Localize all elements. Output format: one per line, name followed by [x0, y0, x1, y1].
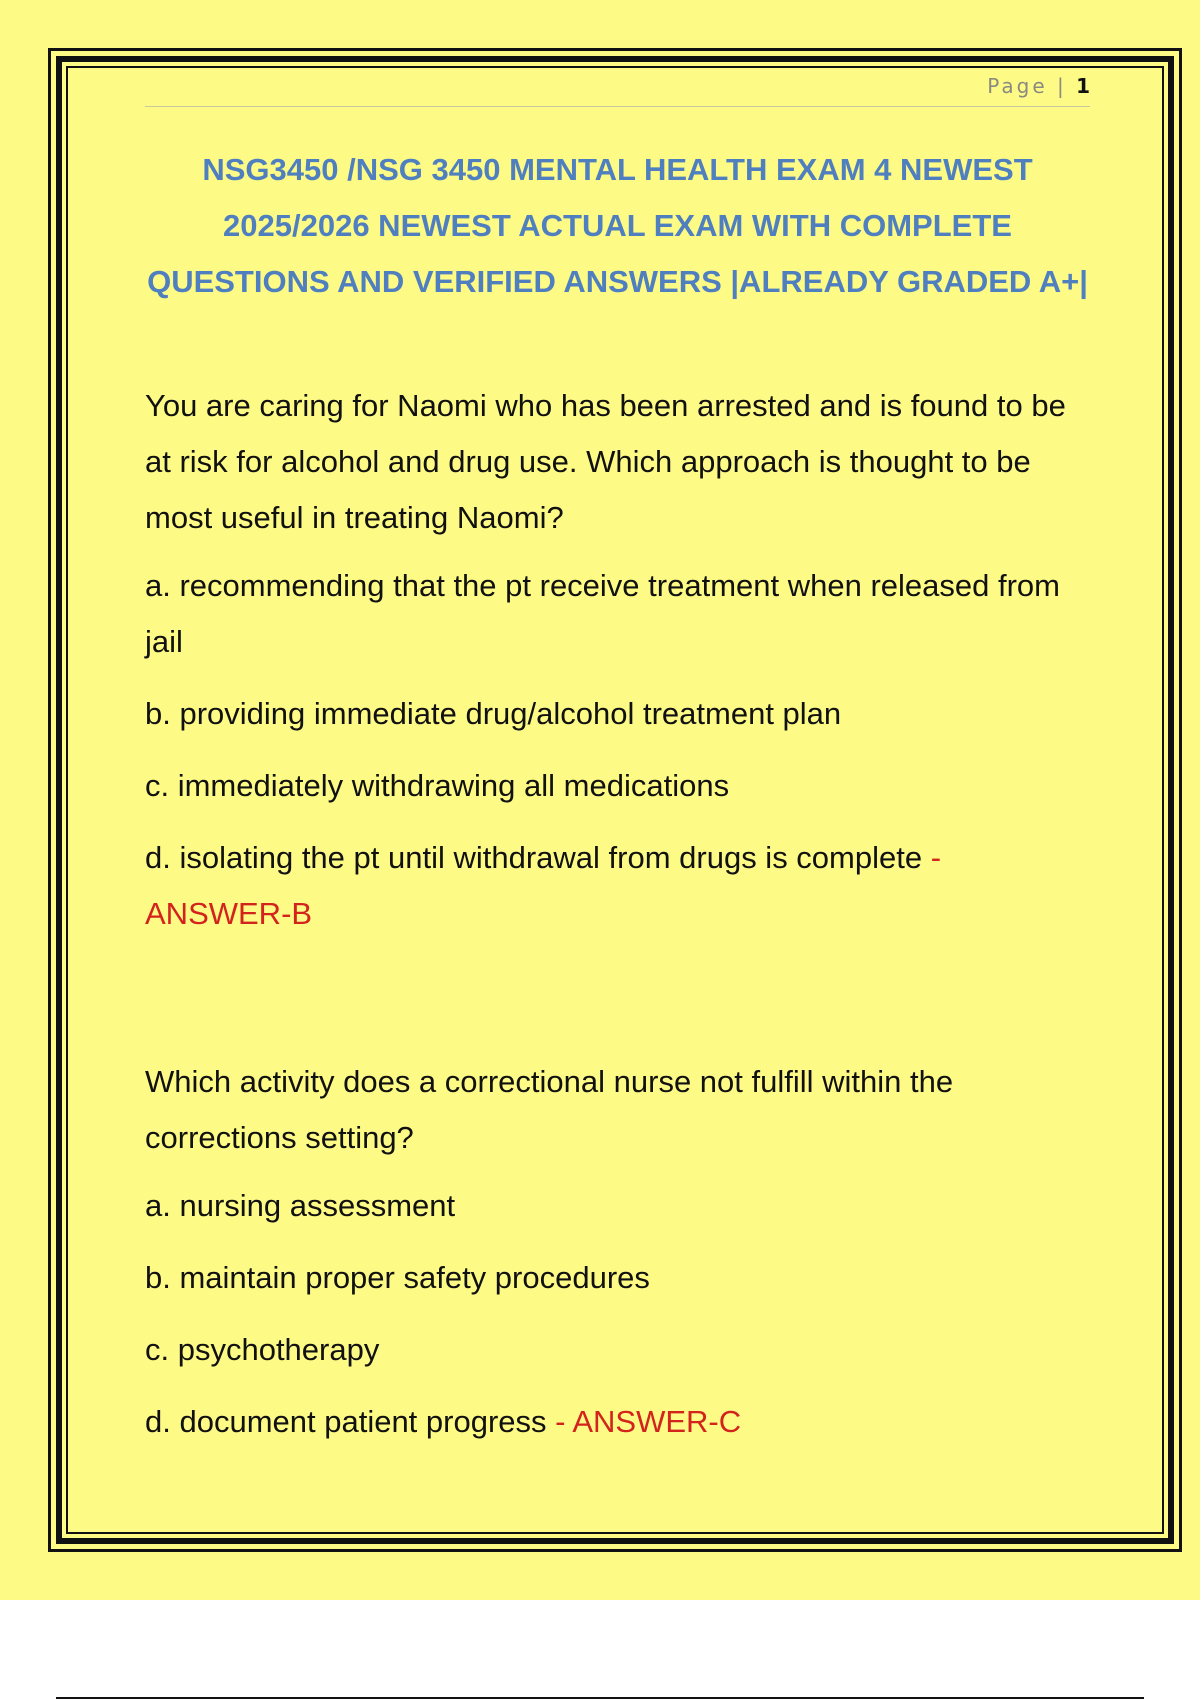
question-block — [145, 1054, 1085, 1450]
answer-key: - ANSWER-C — [546, 1404, 742, 1439]
answer-option: a. recommending that the pt receive treatment when released from jail — [145, 568, 1060, 659]
document-body — [145, 378, 1085, 1450]
answer-option: a. nursing assessment — [145, 1188, 456, 1223]
answer-option-with-key — [145, 830, 1085, 942]
question-block — [145, 378, 1085, 942]
header-divider — [145, 106, 1090, 107]
answer-option-text: d. isolating the pt until withdrawal from drugs is complete — [145, 840, 923, 875]
answer-option-with-key — [145, 1394, 1085, 1450]
answer-option: c. psychotherapy — [145, 1332, 380, 1367]
document-title: NSG3450 /NSG 3450 MENTAL HEALTH EXAM 4 NEWEST 2025/2026 NEWEST ACTUAL EXAM WITH COMPLETE QUESTIONS AND VERIFIED ANSWERS |ALREADY GRADED A+| — [147, 152, 1088, 299]
answer-key: - ANSWER-B — [145, 840, 942, 931]
question-prompt: Which activity does a correctional nurse not fulfill within the corrections setting? — [145, 1064, 954, 1155]
question-prompt: You are caring for Naomi who has been arrested and is found to be at risk for alcohol and drug use. Which approach is thought to be most useful in treating Naomi? — [145, 388, 1066, 535]
page-label: Page — [987, 74, 1048, 98]
answer-option: b. providing immediate drug/alcohol treatment plan — [145, 696, 842, 731]
answer-option-text: d. document patient progress — [145, 1404, 547, 1439]
answer-option: c. immediately withdrawing all medications — [145, 768, 730, 803]
page-number-value: 1 — [1076, 74, 1090, 98]
footer-divider — [56, 1697, 1144, 1699]
page-number: Page | 1 — [987, 74, 1090, 98]
answer-option: b. maintain proper safety procedures — [145, 1260, 650, 1295]
